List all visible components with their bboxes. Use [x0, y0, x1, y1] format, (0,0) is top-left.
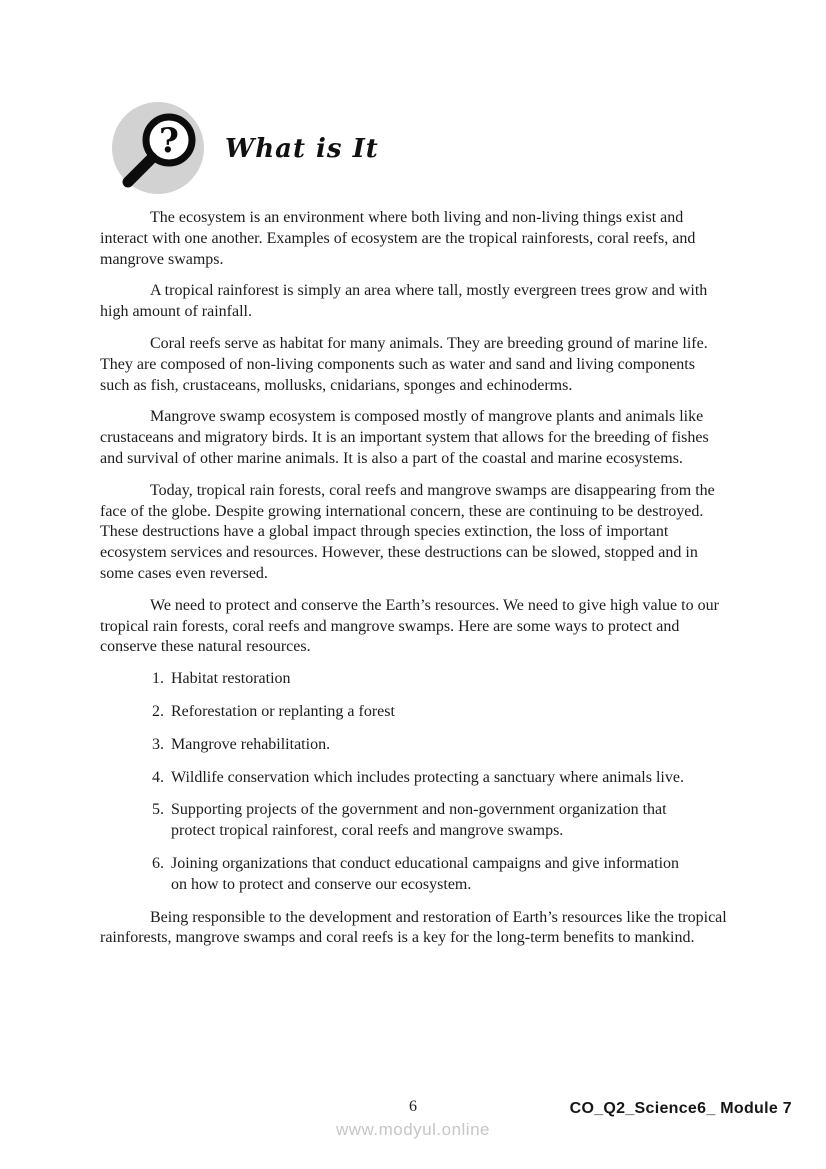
list-item: [100, 702, 728, 723]
list-item: [100, 669, 728, 690]
list-item-number: 4.: [152, 768, 164, 786]
conservation-ways-list: [100, 669, 728, 895]
list-item-number: 1.: [152, 670, 164, 688]
magnifier-question-icon: [112, 102, 204, 194]
paragraph-coral-reefs: Coral reefs serve as habitat for many animals. They are breeding ground of marine life. They are composed of non-living components such as water and sand and living components such as fish, crustaceans, mollusks, cnidarians, sponges and echinoderms.: [100, 334, 712, 394]
paragraph-closing: Being responsible to the development and restoration of Earth’s resources like the tropical rainforests, mangrove swamps and coral reefs is a key for the long-term benefits to mankind.: [100, 908, 731, 947]
list-item-text: Habitat restoration: [171, 670, 291, 688]
list-item-text: Supporting projects of the government and non-government organization that protect tropical rainforest, coral reefs and mangrove swamps.: [171, 801, 667, 840]
paragraph-disappearing: Today, tropical rain forests, coral reefs and mangrove swamps are disappearing from the face of the globe. Despite growing international concern, these are continuing to be destroyed. These destructions have a global impact through species extinction, the loss of important ecosystem services and resources. However, these destructions can be slowed, stopped and in some cases even reversed.: [100, 481, 719, 582]
list-item-number: 6.: [152, 854, 164, 872]
section-body: [100, 208, 731, 960]
watermark: www.modyul.online: [335, 1120, 490, 1139]
list-item-text: Reforestation or replanting a forest: [171, 702, 395, 720]
list-item: [100, 800, 728, 842]
paragraph-ecosystem: The ecosystem is an environment where both living and non-living things exist and interact with one another. Examples of ecosystem are the tropical rainforests, coral reefs, and mangrove swamps.: [100, 209, 700, 268]
paragraph-rainforest: A tropical rainforest is simply an area where tall, mostly evergreen trees grow and with high amount of rainfall.: [100, 282, 712, 321]
list-item: [100, 854, 728, 896]
svg-text:?: ?: [159, 121, 179, 161]
list-item-number: 2.: [152, 702, 164, 720]
page-number: 6: [409, 1098, 417, 1115]
list-item-text: Joining organizations that conduct educational campaigns and give information on how to protect and conserve our ecosystem.: [171, 854, 680, 893]
list-item-text: Wildlife conservation which includes protecting a sanctuary where animals live.: [171, 768, 684, 786]
paragraph-mangrove-swamp: Mangrove swamp ecosystem is composed mostly of mangrove plants and animals like crustaceans and migratory birds. It is an important system that allows for the breeding of fishes and survival of other marine animals. It is also a part of the coastal and marine ecosystems.: [100, 408, 713, 467]
module-code: CO_Q2_Science6_ Module 7: [569, 1100, 792, 1117]
section-title: What is It: [225, 134, 379, 164]
list-item-number: 3.: [152, 735, 164, 753]
list-item-number: 5.: [152, 801, 164, 819]
magnifier-question-glyph: [112, 102, 204, 194]
list-item-text: Mangrove rehabilitation.: [171, 735, 331, 753]
paragraph-protect-conserve: We need to protect and conserve the Earth’s resources. We need to give high value to our tropical rain forests, coral reefs and mangrove swamps. Here are some ways to protect and conserve these natural resources.: [100, 596, 723, 656]
list-item: [100, 768, 728, 789]
list-item: [100, 735, 728, 756]
